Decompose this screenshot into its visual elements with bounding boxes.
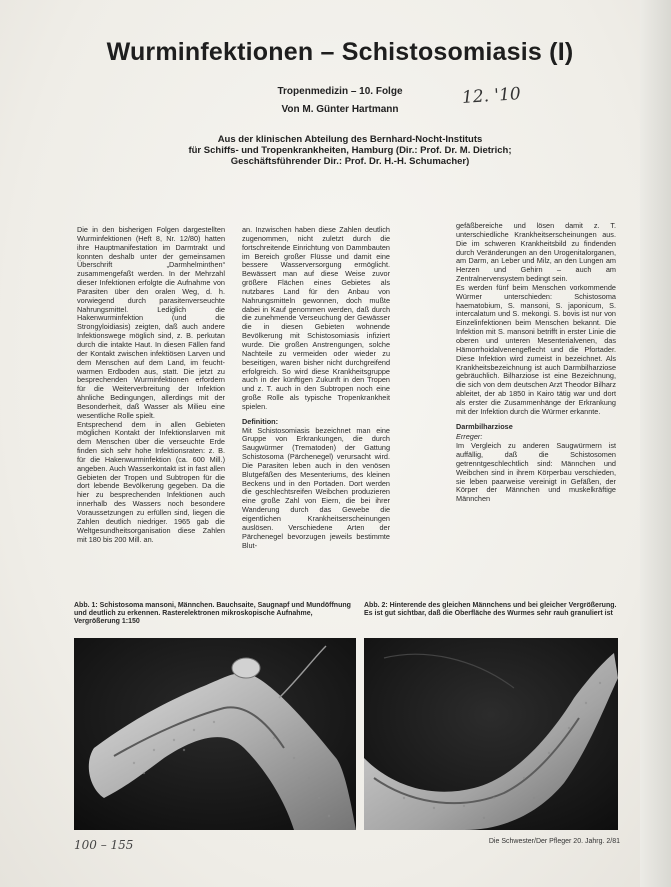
author-line: Von M. Günter Hartmann [281,104,399,115]
affiliation-line: Aus der klinischen Abteilung des Bernhard-Nocht-Instituts [217,134,483,145]
text-column-3 [456,222,616,504]
text-column-1 [77,226,225,544]
micrograph-figure-1 [74,638,356,830]
subheading-erreger: Erreger: [456,432,483,442]
micrograph-figure-2 [364,638,618,830]
affiliation-block [140,134,560,167]
figure-caption-2: Abb. 2: Hinterende des gleichen Männchens und bei gleicher Vergrößerung. Es ist gut sichtbar, daß die Oberfläche des Wurmes sehr rauh granuliert ist [364,602,617,617]
paragraph: gefäßbereiche und lösen damit z. T. unterschiedliche Krankheitserscheinungen aus. Die im schweren Krankheitsbild zu findenden durch Veränderungen an den Urogenitalorganen, am Darm, an Leber und Milz, an den Lungen am Herzen und Gehirn – auch am Zentralnervensystem bedingt sein. [456,221,616,284]
text-column-2 [242,226,390,550]
affiliation-line: Geschäftsführender Dir.: Prof. Dr. H.-H. Schumacher) [230,156,470,167]
journal-footer: Die Schwester/Der Pfleger 20. Jahrg. 2/81 [488,838,620,845]
worm-micrograph-image [364,638,618,830]
paragraph: Es werden fünf beim Menschen vorkommende Würmer unterschieden: Schistosoma haematobium, S. mansoni, S. japonicum, S. intercalatum und S. mekongi. S. bovis ist nur von Einzelinfektionen beim Menschen bekannt. Die Infektion mit S. mansoni betrifft in erster Linie die oberen und unteren Mesenterialvenen, das Hämorrhoidalvenengeflecht und die Pfortader. Diese Infektion wird zumeist in bezeichnet. Als Krankheitsbezeichnung ist auch Darmbilharziose gebräuchlich. Bilharziose ist eine Bezeichnung, die sich von dem deutschen Arzt Theodor Bilharz ableitet, der ab 1850 in Kairo tätig war und dort als erster die Zusammenhänge der Erkrankung mit der Infektion durch die Würmer erkannte. [456,282,616,416]
worm-micrograph-image [74,638,356,830]
page-edge-shadow [640,0,671,887]
paragraph: Im Vergleich zu anderen Saugwürmern ist auffällig, daß die Schistosomen getrenntgeschlechtlich sind: Männchen und Weibchen sind in ihrem Körperbau verschieden, sie leben paarweise vereinigt in Gefäßen, der Körper der Männchen und muskelkräftige Männchen [456,441,616,504]
series-label: Tropenmedizin – 10. Folge [277,86,403,97]
section-heading-definition: Definition: [242,416,279,426]
section-heading-darmbilharziose: Darmbilharziose [456,421,513,431]
affiliation-line: für Schiffs- und Tropenkrankheiten, Hamburg (Dir.: Prof. Dr. M. Dietrich; [188,145,512,156]
paragraph: Mit Schistosomiasis bezeichnet man eine Gruppe von Erkrankungen, die durch Saugwürmer (Trematoden) der Gattung Schistosoma (Pärchenegel) verursacht wird. Die Parasiten leben auch in den venösen Blutgefäßen des Mesenteriums, des kleinen Beckens und in den Portaden. Dort werden die geschlechtsreifen Weibchen produzieren eine große Zahl von Eiern, die bei ihrer Wanderung durch das Gewebe die eigentlichen Krankheitserscheinungen auslösen. Verschiedene Arten der Pärchenegel bevorzugen jeweils bestimmte Blut- [242,425,390,550]
article-title: Wurminfektionen – Schistosomiasis (I) [106,38,574,66]
page-number-handwritten: 100 – 155 [74,838,134,852]
paragraph: an. Inzwischen haben diese Zahlen deutlich zugenommen, nicht zuletzt durch die fortschreitende Einrichtung von Dammbauten im Bereich großer Flüsse und damit eine bessere Wasserversorgung ermöglicht. Bewässert man auf diese Weise zuvor größere Flächen eines Gebietes als nutzbares Land für den Anbau von Nahrungsmitteln gewonnen, doch mußte dabei in Kauf genommen werden, daß durch die zunehmende Verseuchung der Gewässer die in diesen Gebieten wohnende Bevölkerung mit Schistosomiasis infiziert wurde. Die großen Anstrengungen, solche Nachteile zu vermeiden oder wieder zu beseitigen, waren bisher nicht durchgreifend erfolgreich. So wird diese Krankheitsgruppe auch in der künftigen Zukunft in den Tropen und z. T. auch in den Subtropen noch eine große Rolle als typische Tropenkrankheit spielen. [242,225,390,411]
paragraph: Die in den bisherigen Folgen dargestellten Wurminfektionen (Heft 8, Nr. 12/80) hatten ihre Hauptmanifestation im Darmtrakt und konnten deshalb unter der gemeinsamen Überschrift „Darmhelminthen“ zusammengefaßt werden. In der Mehrzahl dieser Infektionen erfolgte die Aufnahme von Parasiten über den oralen Weg, d. h. vorwiegend durch parasitenverseuchte Nahrungsmittel. Lediglich die Hakenwurminfektion (und die Strongyloidiasis) zeigten, daß auch andere Infektionswege möglich sind, z. B. perkutan durch die intakte Haut. In diesen Fällen fand der Kontakt zwischen infektiösen Larven und dem Menschen auf dem Land, im feucht-warmen Erdboden aus, statt. Die jetzt zu besprechenden Wurminfektionen erfordern für die Weiterverbreitung der Infektion ähnliche Bedingungen, allerdings mit der Besonderheit, daß Wasser als Milieu eine wesentliche Rolle spielt. [77,225,225,420]
paragraph: Entsprechend dem in allen Gebieten möglichen Kontakt der Infektionslarven mit dem Menschen über die verseuchte Erde finden sich sehr hohe Infektionsraten: z. B. für die Hakenwurminfektion (ca. 600 Mill.) angeben. Auch Wasserkontakt ist in fast allen Gebieten der Tropen und Subtropen für die dort lebende Bevölkerung gegeben. Da die hier zu besprechenden Infektionen auch innerhalb des Wassers noch besondere Voraussetzungen zu erfüllen sind, liegen die Zahlen deutlich niedriger. 1965 gab die Weltgesundheitsorganisation diese Zahlen mit 180 bis 200 Mill. an. [77,419,225,544]
figure-caption-1: Abb. 1: Schistosoma mansoni, Männchen. Bauchsaite, Saugnapf und Mundöffnung und deutlich zu erkennen. Rasterelektronen mikroskopische Aufnahme, Vergrößerung 1:150 [74,602,351,625]
handwritten-note: 12. '10 [461,83,522,109]
